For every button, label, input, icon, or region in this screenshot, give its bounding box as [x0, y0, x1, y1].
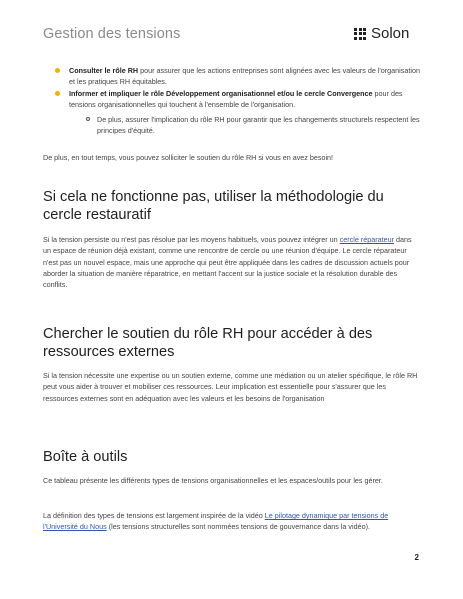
page-number: 2: [414, 553, 419, 562]
section-heading-restorative: Si cela ne fonctionne pas, utiliser la méthodologie du cercle restauratif: [43, 189, 384, 223]
paragraph-support: De plus, en tout temps, vous pouvez solliciter le soutien du rôle RH si vous en avez besoin!: [43, 153, 334, 162]
sub-list-item: [82, 114, 421, 137]
paragraph-text: (les tensions structurelles sont nommées tensions de gouvernance dans la vidéo).: [106, 522, 370, 532]
section-heading-external-resources: Chercher le soutien du rôle RH pour accéder à des ressources externes: [43, 326, 373, 360]
list-item-bold: Consulter le rôle RH: [69, 66, 139, 75]
grid-logo-icon: [354, 28, 366, 40]
bullet-icon: [55, 91, 60, 96]
list-item: [55, 65, 421, 88]
list-item: [55, 88, 421, 111]
list-item-text: pour des tensions organisationnelles qui touchent à l'ensemble de l'organisation.: [69, 89, 403, 110]
paragraph-text: Si la tension persiste ou n'est pas résolue par les moyens habituels, vous pouvez intégrer un: [43, 235, 340, 244]
paragraph-restorative: [43, 234, 421, 290]
list-item-bold: Informer et impliquer le rôle Développement organisationnel et/ou le cercle Convergence: [69, 89, 373, 98]
document-header-title: Gestion des tensions: [43, 26, 181, 42]
paragraph-text: dans un espace de réunion déjà existant, comme une rencontre de cercle ou une réunion d'équipe. Le cercle réparateur n'est pas un nouvel espace, mais une approche qui peut être appliquée dans les cadres de discussion actuels pour aborder la situation de manière réparatrice, en mettant l'accent sur la justice sociale et la résolution durable des conflits.: [43, 235, 412, 290]
link-pilotage-dynamique[interactable]: Le pilotage dynamique par tensions de l'Université du Nous: [43, 511, 389, 532]
section-heading-toolbox: Boîte à outils: [43, 449, 128, 465]
brand-logo: [354, 25, 409, 42]
paragraph-toolbox-intro: Ce tableau présente les différents types de tensions organisationnelles et les espaces/outils pour les gérer.: [43, 476, 383, 485]
brand-name: Solon: [371, 25, 410, 42]
list-item-text: pour assurer que les actions entreprises sont alignées avec les valeurs de l'organisation et les pratiques RH équitables.: [69, 66, 420, 87]
bullet-icon: [55, 68, 60, 73]
paragraph-external-resources: Si la tension nécessite une expertise ou un soutien externe, comme une médiation ou un atelier spécifique, le rôle RH peut vous aider à trouver et mobiliser ces ressources. Leur implication est essentielle pour s'assurer que les ressources externes sont en adéquation avec les valeurs et les besoins de l'organisation: [43, 371, 418, 403]
sub-list-item-text: De plus, assurer l'implication du rôle RH pour garantir que les changements structurels respectent les principes d'équité.: [97, 115, 420, 136]
paragraph-toolbox-definition: [43, 510, 421, 533]
paragraph-text: La définition des types de tensions est largement inspirée de la vidéo: [43, 511, 265, 520]
link-cercle-reparateur[interactable]: cercle réparateur: [339, 235, 394, 244]
circle-bullet-icon: [86, 117, 90, 121]
